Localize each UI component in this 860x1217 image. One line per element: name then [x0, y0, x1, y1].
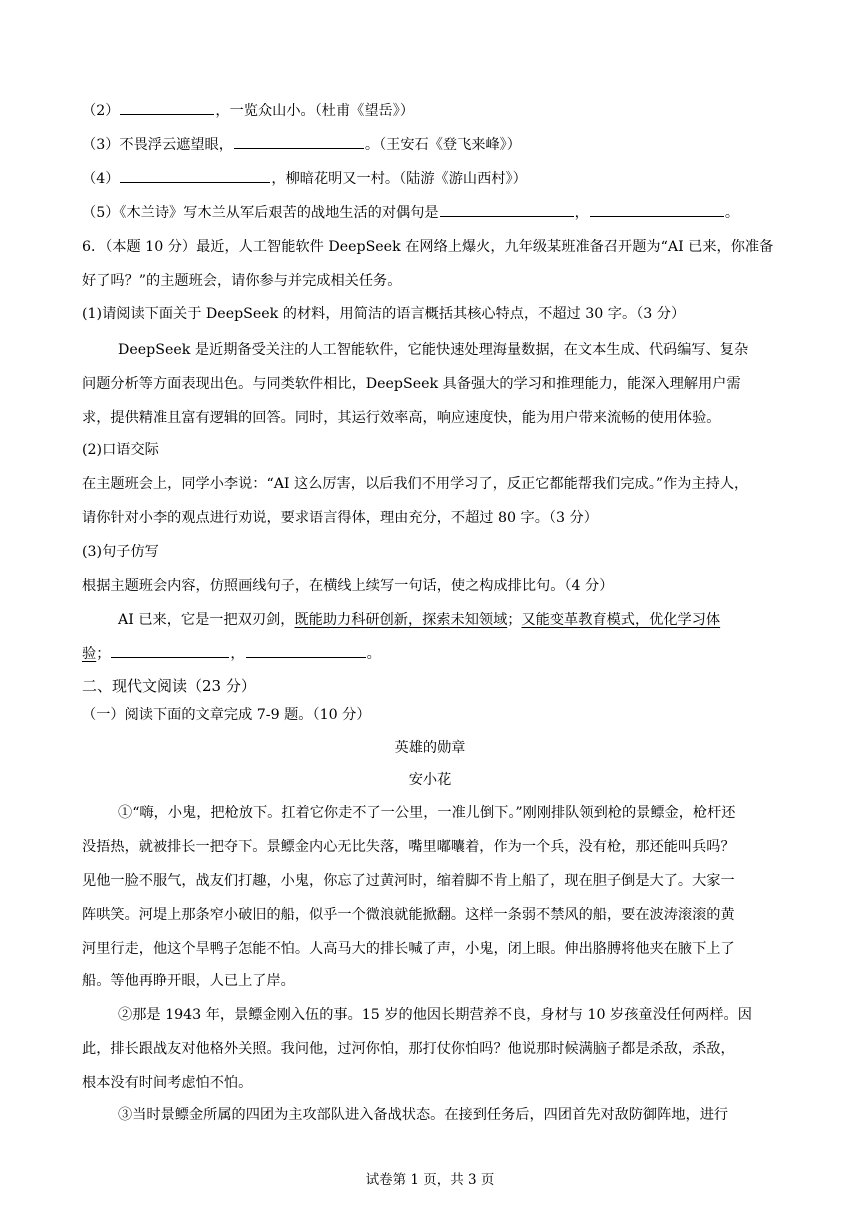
q6-sub2-line-1: 在主题班会上，同学小李说：“AI 这么厉害，以后我们不用学习了，反正它都能帮我们完成。”作为主持人， — [82, 476, 749, 492]
underlined-phrase-1: 既能助力科研创新，探索未知领域 — [294, 612, 508, 628]
answer-blank[interactable] — [590, 204, 724, 217]
answer-blank[interactable] — [111, 645, 229, 658]
sentence-after: ； — [96, 646, 111, 662]
page-footer: 试卷第 1 页，共 3 页 — [365, 1172, 495, 1188]
poem-q2-prefix: （2） — [82, 103, 120, 119]
article-line: 没捂热，就被排长一把夺下。景鳔金内心无比失落，嘴里嘟囔着，作为一个兵，没有枪，那还能叫兵吗？ — [82, 839, 735, 855]
article-line: ③当时景鳔金所属的四团为主攻部队进入备战状态。在接到任务后，四团首先对敌防御阵地，进行 — [118, 1107, 729, 1123]
underlined-phrase-3: 验 — [82, 646, 97, 662]
underlined-phrase-2: 又能变革教育模式，优化学习体 — [521, 612, 721, 628]
q6-material-line-1: DeepSeek 是近期备受关注的人工智能软件，它能快速处理海量数据，在文本生成、代码编写、复杂 — [118, 342, 749, 358]
poem-q4 — [82, 170, 527, 188]
article-line: 阵哄笑。河堤上那条窄小破旧的船，似乎一个微浪就能掀翻。这样一条弱不禁风的船，要在波涛滚滚的黄 — [82, 907, 735, 923]
poem-q5-suffix: 。 — [724, 205, 740, 221]
article-line: 船。等他再睁开眼，人已上了岸。 — [82, 973, 295, 989]
sentence-start: AI 已来，它是一把双刃剑， — [118, 612, 295, 628]
sentence-mid: ， — [230, 646, 245, 662]
article-line: ①“嗨，小鬼，把枪放下。扛着它你走不了一公里，一准儿倒下。”刚刚排队领到枪的景鳔金，枪杆还 — [118, 805, 736, 821]
q6-sub2-line-2: 请你针对小李的观点进行劝说，要求语言得体，理由充分，不超过 80 字。（3 分） — [82, 510, 598, 526]
answer-blank[interactable] — [120, 102, 214, 115]
answer-blank[interactable] — [440, 204, 574, 217]
q6-sub3-sentence — [118, 611, 720, 629]
article-title: 英雄的勋章 — [394, 740, 466, 756]
q6-material-line-2: 问题分析等方面表现出色。与同类软件相比，DeepSeek 具备强大的学习和推理能力，能深入理解用户需 — [82, 376, 741, 392]
article-author: 安小花 — [408, 772, 452, 788]
poem-q4-prefix: （4） — [82, 171, 120, 187]
poem-q3-prefix: （3）不畏浮云遮望眼， — [82, 137, 233, 153]
answer-blank[interactable] — [120, 170, 270, 183]
poem-q2 — [82, 102, 414, 120]
section-heading: 二、现代文阅读（23 分） — [82, 677, 256, 695]
poem-q5-prefix: （5）《木兰诗》写木兰从军后艰苦的战地生活的对偶句是 — [82, 205, 439, 221]
q6-intro-line-2: 好了吗？”的主题班会，请你参与并完成相关任务。 — [82, 273, 402, 289]
q6-sub2-title: (2)口语交际 — [82, 442, 159, 458]
article-line: 河里行走，他这个旱鸭子怎能不怕。人高马大的排长喊了声，小鬼，闭上眼。伸出胳膊将他夹在腋下上了 — [82, 941, 735, 957]
sentence-separator: ； — [507, 612, 522, 628]
article-line: 根本没有时间考虑怕不怕。 — [82, 1075, 253, 1091]
q6-sub3-title: (3)句子仿写 — [82, 544, 159, 560]
article-line: ②那是 1943 年，景鳔金刚入伍的事。15 岁的他因长期营养不良，身材与 10 岁孩童没任何两样。因 — [118, 1007, 752, 1023]
q6-sub3-prompt: 根据主题班会内容，仿照画线句子，在横线上续写一句话，使之构成排比句。（4 分） — [82, 578, 614, 594]
poem-q2-suffix: ，一览众山小。（杜甫《望岳》） — [215, 103, 415, 119]
answer-blank[interactable] — [234, 136, 364, 149]
q6-material-line-3: 求，提供精准且富有逻辑的回答。同时，其运行效率高，响应速度快，能为用户带来流畅的使用体验。 — [82, 410, 721, 426]
article-line: 此，排长跟战友对他格外关照。我问他，过河你怕，那打仗你怕吗？他说那时候满脑子都是杀敌，杀敌， — [82, 1041, 735, 1057]
q6-sub1-prompt: (1)请阅读下面关于 DeepSeek 的材料，用简洁的语言概括其核心特点，不超过 30 字。（3 分） — [82, 306, 686, 322]
poem-q5-mid: ， — [574, 205, 589, 221]
section-sub-heading: （一）阅读下面的文章完成 7-9 题。（10 分） — [82, 707, 371, 723]
q6-intro-line-1: 6．（本题 10 分）最近，人工智能软件 DeepSeek 在网络上爆火，九年级某班准备召开题为“AI 已来，你准备 — [82, 239, 774, 255]
q6-sub3-continuation — [82, 645, 381, 663]
article-line: 见他一脸不服气，战友们打趣，小鬼，你忘了过黄河时，缩着脚不肯上船了，现在胆子倒是大了。大家一 — [82, 873, 735, 889]
poem-q5 — [82, 204, 739, 222]
poem-q3-suffix: 。（王安石《登飞来峰》） — [364, 137, 521, 153]
sentence-end: 。 — [366, 646, 381, 662]
poem-q3 — [82, 136, 521, 154]
poem-q4-suffix: ，柳暗花明又一村。（陆游《游山西村》） — [271, 171, 527, 187]
answer-blank[interactable] — [246, 645, 366, 658]
